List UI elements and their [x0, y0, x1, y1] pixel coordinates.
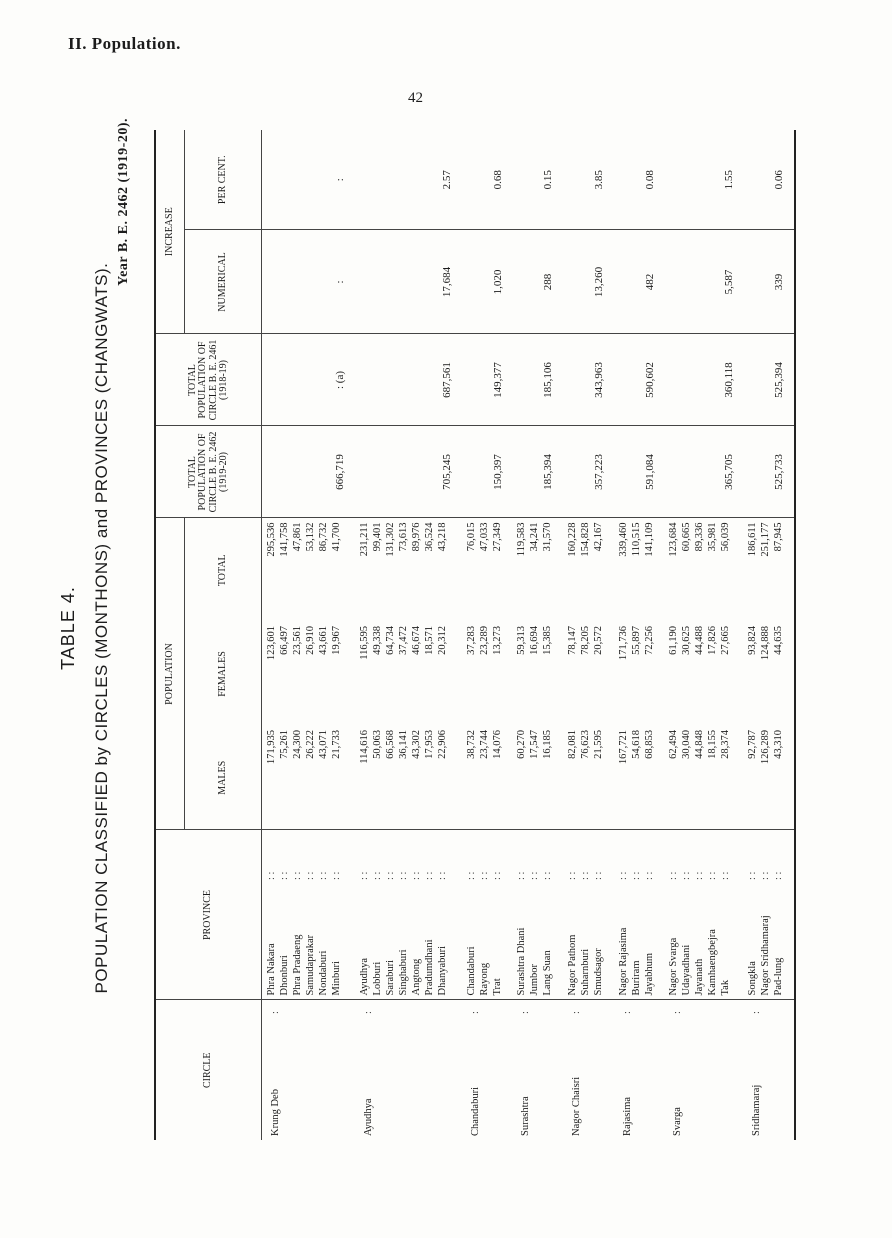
females-value: 26,910 [305, 625, 316, 655]
males-value: 17,953 [423, 729, 435, 759]
circle-name: Rajasima [621, 1096, 633, 1136]
totals-list [462, 518, 513, 622]
increase-numerical: 288 [512, 230, 563, 334]
females-value: 15,385 [542, 625, 554, 655]
province-name: Minburi [331, 961, 342, 996]
males-value: 21,733 [331, 729, 342, 759]
province-name: Nagor Sridhamaraj [760, 915, 772, 996]
females-value: 93,824 [747, 625, 759, 655]
circle-colon: : [355, 1000, 462, 1018]
circle-name: Chandaburi [469, 1087, 481, 1136]
leader-dots: : : : : : : [512, 830, 563, 882]
males-value: 28,374 [720, 729, 732, 759]
leader-dots: : : : : : : : : : : : : : : [355, 830, 462, 882]
males-list [262, 726, 355, 830]
circle-name: Ayudhya [362, 1098, 374, 1136]
province-name: Nagor Rajasima [617, 927, 629, 996]
header-per-cent: PER CENT. [185, 130, 262, 230]
increase-numerical: 1,020 [462, 230, 513, 334]
increase-numerical: 482 [614, 230, 665, 334]
females-value: 124,888 [760, 625, 772, 661]
circle-colon: : [462, 1000, 513, 1018]
males-value: 76,623 [580, 729, 592, 759]
circle-name: Krung Deb [270, 1089, 281, 1136]
males-value: 24,300 [292, 729, 303, 759]
header-males: MALES [185, 726, 262, 830]
province-name: Buriram [630, 960, 642, 996]
circle-total-2462: 185,394 [512, 426, 563, 518]
province-name: Ayudhya [358, 957, 370, 996]
total-value: 34,241 [529, 522, 541, 552]
increase-percent: 0.15 [542, 170, 555, 190]
total-value: 76,015 [465, 522, 477, 552]
province-name: Rayong [478, 962, 490, 996]
rotated-table-block [30, 106, 840, 1150]
increase-percent: 2.57 [441, 170, 454, 190]
males-value: 43,071 [318, 729, 329, 759]
circle-colon: : [664, 1000, 743, 1018]
province-list [614, 882, 665, 1000]
females-value: 55,897 [630, 625, 642, 655]
header-circle: CIRCLE [155, 1000, 262, 1140]
males-value: 26,222 [305, 729, 316, 759]
females-value: 19,967 [331, 625, 342, 655]
province-name: Jayanath [694, 958, 706, 996]
total-value: 295,536 [266, 522, 277, 557]
increase-percent: : [334, 178, 347, 182]
total-value: 73,613 [397, 522, 409, 552]
males-list [664, 726, 743, 830]
males-value: 66,568 [384, 729, 396, 759]
females-value: 27,665 [720, 625, 732, 655]
circle-total-2461: 687,561 [355, 334, 462, 426]
total-value: 47,861 [292, 522, 303, 552]
females-list [355, 622, 462, 726]
females-list [743, 622, 795, 726]
province-name: Surashtra Dhani [516, 927, 528, 996]
circle-total-2461: : (a) [262, 334, 355, 426]
total-value: 160,228 [567, 522, 579, 557]
population-table [154, 130, 796, 1140]
province-list [512, 882, 563, 1000]
increase-percent: 1.55 [722, 170, 735, 190]
males-value: 43,302 [410, 729, 422, 759]
females-value: 20,312 [436, 625, 448, 655]
females-value: 37,472 [397, 625, 409, 655]
circle-total-2461: 149,377 [462, 334, 513, 426]
circle-total-2461: 343,963 [563, 334, 614, 426]
females-value: 61,190 [668, 625, 680, 655]
province-name: Trat [491, 978, 503, 996]
province-name: Phra Nakara [266, 943, 277, 996]
province-name: Phra Pradaeng [292, 934, 303, 996]
females-list [664, 622, 743, 726]
leader-dots: : : : : : : : : : : : : [262, 830, 355, 882]
females-value: 66,497 [279, 625, 290, 655]
province-name: Kamhaengbejra [707, 929, 719, 996]
circle-total-2462: 365,705 [664, 426, 743, 518]
males-value: 171,935 [266, 729, 277, 765]
province-name: Jayabhum [643, 952, 655, 996]
females-list [563, 622, 614, 726]
province-name: Lobburi [371, 961, 383, 996]
province-name: Pradumdhani [423, 939, 435, 996]
total-value: 43,218 [436, 522, 448, 552]
females-value: 78,147 [567, 625, 579, 655]
circle-total-2461: 525,394 [743, 334, 795, 426]
province-name: Pad-lung [773, 957, 785, 996]
province-list [262, 882, 355, 1000]
females-list [262, 622, 355, 726]
totals-list [743, 518, 795, 622]
males-list [743, 726, 795, 830]
header-province: PROVINCE [155, 830, 262, 1000]
totals-list [355, 518, 462, 622]
males-value: 18,155 [707, 729, 719, 759]
total-value: 123,684 [668, 522, 680, 557]
females-list [512, 622, 563, 726]
females-list [462, 622, 513, 726]
province-name: Dhanyaburi [436, 945, 448, 996]
totals-list [614, 518, 665, 622]
females-value: 44,635 [773, 625, 785, 655]
circle-total-2462: 591,084 [614, 426, 665, 518]
females-value: 64,734 [384, 625, 396, 655]
increase-percent: 0.08 [643, 170, 656, 190]
province-name: Angtong [410, 958, 422, 996]
males-value: 62,494 [668, 729, 680, 759]
females-value: 46,674 [410, 625, 422, 655]
males-value: 114,616 [358, 729, 370, 764]
circle-colon: : [563, 1000, 614, 1018]
males-value: 14,076 [491, 729, 503, 759]
males-value: 16,185 [542, 729, 554, 759]
females-list [614, 622, 665, 726]
total-value: 110,515 [630, 522, 642, 557]
males-value: 23,744 [478, 729, 490, 759]
province-list [462, 882, 513, 1000]
province-list [743, 882, 795, 1000]
header-increase: INCREASE [155, 130, 185, 334]
province-name: Singhaburi [397, 949, 409, 996]
total-value: 251,177 [760, 522, 772, 557]
circle-total-2462: 357,223 [563, 426, 614, 518]
total-value: 42,167 [593, 522, 605, 552]
total-value: 131,302 [384, 522, 396, 557]
circle-row [355, 130, 462, 1140]
males-list [563, 726, 614, 830]
totals-list [664, 518, 743, 622]
increase-percent: 3.85 [593, 170, 606, 190]
circle-name: Sridhamaraj [751, 1084, 763, 1136]
circle-row [664, 130, 743, 1140]
females-value: 78,205 [580, 625, 592, 655]
province-name: Tak [720, 979, 732, 996]
females-value: 37,283 [465, 625, 477, 655]
circle-colon: : [262, 1000, 355, 1018]
increase-numerical: : [262, 230, 355, 334]
total-value: 35,981 [707, 522, 719, 552]
females-value: 43,661 [318, 625, 329, 655]
females-value: 171,736 [617, 625, 629, 661]
circle-total-2462: 525,733 [743, 426, 795, 518]
total-value: 27,349 [491, 522, 503, 552]
circle-row [512, 130, 563, 1140]
province-name: Smudsagor [593, 948, 605, 996]
total-value: 119,583 [516, 522, 528, 557]
leader-dots: : : : : : : [743, 830, 795, 882]
province-name: Jumbor [529, 964, 541, 996]
province-name: Songkla [747, 961, 759, 996]
leader-dots: : : : : : : [614, 830, 665, 882]
totals-list [262, 518, 355, 622]
total-value: 141,109 [643, 522, 655, 557]
circle-row [462, 130, 513, 1140]
males-value: 30,040 [681, 729, 693, 759]
header-total-2462: TOTAL POPULATION OF CIRCLE B. E. 2462 (1919-20) [155, 426, 262, 518]
males-list [614, 726, 665, 830]
totals-list [512, 518, 563, 622]
province-list [664, 882, 743, 1000]
circle-colon: : [743, 1000, 795, 1018]
table-title: POPULATION CLASSIFIED by CIRCLES (MONTHONS) and PROVINCES (CHANGWATS). [92, 262, 111, 994]
increase-percent: 0.06 [773, 170, 786, 190]
increase-numerical: 339 [743, 230, 795, 334]
males-list [462, 726, 513, 830]
males-value: 75,261 [279, 729, 290, 759]
circle-colon: : [512, 1000, 563, 1018]
circle-row [743, 130, 795, 1140]
females-value: 44,488 [694, 625, 706, 655]
total-value: 141,758 [279, 522, 290, 557]
females-value: 23,561 [292, 625, 303, 655]
total-value: 86,732 [318, 522, 329, 552]
males-value: 50,063 [371, 729, 383, 759]
province-name: Nagor Pathom [567, 934, 579, 996]
males-list [512, 726, 563, 830]
males-value: 82,081 [567, 729, 579, 759]
males-value: 36,141 [397, 729, 409, 759]
males-value: 126,289 [760, 729, 772, 765]
leader-dots: : : : : : : [563, 830, 614, 882]
circle-row [262, 130, 355, 1140]
total-value: 154,828 [580, 522, 592, 557]
circle-row [563, 130, 614, 1140]
total-value: 339,460 [617, 522, 629, 557]
males-value: 17,547 [529, 729, 541, 759]
males-value: 54,618 [630, 729, 642, 759]
females-value: 116,595 [358, 625, 370, 660]
circle-name: Nagor Chaisri [571, 1076, 583, 1136]
header-numerical: NUMERICAL [185, 230, 262, 334]
total-value: 99,401 [371, 522, 383, 552]
circle-total-2461: 590,602 [614, 334, 665, 426]
total-value: 47,033 [478, 522, 490, 552]
circle-total-2462: 705,245 [355, 426, 462, 518]
circle-name: Svarga [672, 1107, 684, 1136]
males-value: 44,848 [694, 729, 706, 759]
province-name: Nagor Svarga [668, 937, 680, 996]
header-total: TOTAL [185, 518, 262, 622]
males-value: 167,721 [617, 729, 629, 765]
province-name: Udayadhani [681, 944, 693, 996]
circle-name: Surashtra [520, 1096, 532, 1136]
circle-row [614, 130, 665, 1140]
increase-numerical: 17,684 [355, 230, 462, 334]
totals-list [563, 518, 614, 622]
leader-dots: : : : : : : : : : : [664, 830, 743, 882]
total-value: 41,700 [331, 522, 342, 552]
females-value: 20,572 [593, 625, 605, 655]
header-total-2461: TOTAL POPULATION OF CIRCLE B. E. 2461 (1918-19) [155, 334, 262, 426]
total-value: 60,665 [681, 522, 693, 552]
females-value: 16,694 [529, 625, 541, 655]
total-value: 87,945 [773, 522, 785, 552]
section-heading: II. Population. [68, 34, 181, 53]
total-value: 231,211 [358, 522, 370, 557]
circle-total-2462: 666,719 [262, 426, 355, 518]
males-value: 21,595 [593, 729, 605, 759]
province-name: Nondaburi [318, 950, 329, 996]
circle-total-2462: 150,397 [462, 426, 513, 518]
females-value: 18,571 [423, 625, 435, 655]
females-value: 30,625 [681, 625, 693, 655]
province-name: Samudaprakar [305, 934, 316, 996]
increase-percent: 0.68 [491, 170, 504, 190]
total-value: 53,132 [305, 522, 316, 552]
increase-numerical: 5,587 [664, 230, 743, 334]
females-value: 17,826 [707, 625, 719, 655]
header-females: FEMALES [185, 622, 262, 726]
province-name: Lang Suan [542, 950, 554, 996]
females-value: 72,256 [643, 625, 655, 655]
circle-total-2461: 185,106 [512, 334, 563, 426]
circle-colon: : [614, 1000, 665, 1018]
total-value: 186,611 [747, 522, 759, 557]
females-value: 59,313 [516, 625, 528, 655]
increase-numerical: 13,260 [563, 230, 614, 334]
males-value: 60,270 [516, 729, 528, 759]
province-list [563, 882, 614, 1000]
province-name: Chandaburi [465, 946, 477, 996]
females-value: 49,338 [371, 625, 383, 655]
males-value: 92,787 [747, 729, 759, 759]
leader-dots: : : : : : : [462, 830, 513, 882]
province-name: Dhonburi [279, 955, 290, 996]
females-value: 23,289 [478, 625, 490, 655]
year-label: Year B. E. 2462 (1919-20). [116, 118, 131, 286]
males-value: 68,853 [643, 729, 655, 759]
circle-total-2461: 360,118 [664, 334, 743, 426]
total-value: 89,976 [410, 522, 422, 552]
province-list [355, 882, 462, 1000]
total-value: 31,570 [542, 522, 554, 552]
males-value: 22,906 [436, 729, 448, 759]
total-value: 36,524 [423, 522, 435, 552]
females-value: 123,601 [266, 625, 277, 661]
table-body [262, 130, 796, 1140]
total-value: 89,336 [694, 522, 706, 552]
females-value: 13,273 [491, 625, 503, 655]
table-label: TABLE 4. [58, 586, 78, 670]
males-value: 38,732 [465, 729, 477, 759]
total-value: 56,039 [720, 522, 732, 552]
province-name: Suharnburi [580, 948, 592, 996]
page-number: 42 [408, 90, 423, 106]
males-value: 43,310 [773, 729, 785, 759]
males-list [355, 726, 462, 830]
province-name: Saraburi [384, 959, 396, 996]
header-population: POPULATION [155, 518, 185, 830]
